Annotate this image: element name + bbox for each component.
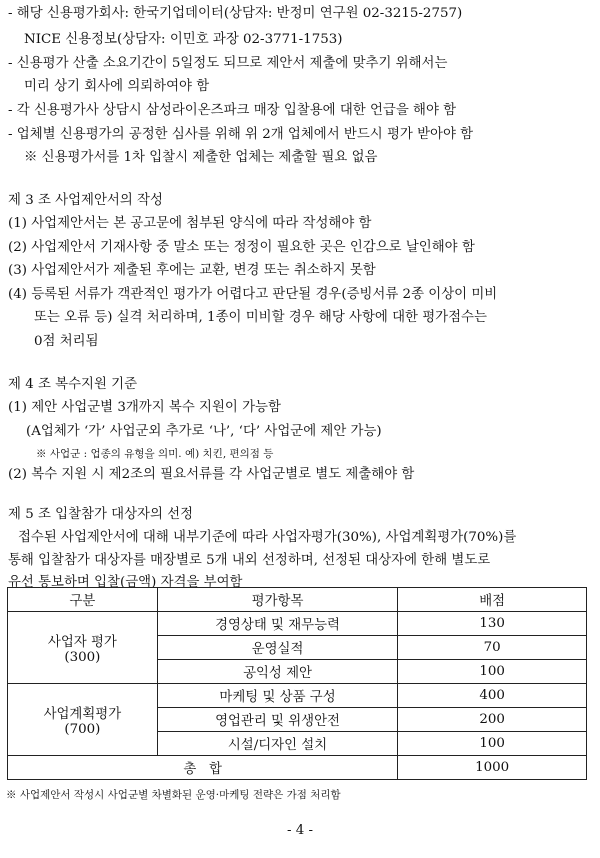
bullet-line: - 각 신용평가사 상담시 삼성라이온즈파크 매장 입찰용에 대한 언급을 해야 함: [8, 103, 457, 118]
table-footnote: ※ 사업제안서 작성시 사업군별 차별화된 운영·마케팅 전략은 가점 처리함: [6, 789, 341, 801]
group-name: 사업계획평가: [43, 706, 122, 722]
group-cell-plan: [8, 684, 158, 756]
item-cell: 운영실적: [157, 636, 398, 660]
credit-agency-line: - 해당 신용평가회사: 한국기업데이터(상담자: 반정미 연구원 02-3215-2757): [8, 6, 463, 21]
list-item-cont: (A업체가 ‘가’ 사업군외 추가로 ‘나’, ‘다’ 사업군에 제안 가능): [26, 424, 382, 439]
table-row: [8, 612, 587, 636]
item-cell: 마케팅 및 상품 구성: [157, 684, 398, 708]
table-row: [8, 684, 587, 708]
list-item-cont: 0점 처리됨: [34, 334, 99, 349]
list-item-cont: 또는 오류 등) 실격 처리하며, 1종이 미비할 경우 해당 사항에 대한 평가점수는: [34, 310, 487, 325]
score-cell: 70: [398, 636, 587, 660]
section-heading-3: 제 3 조 사업제안서의 작성: [8, 193, 163, 208]
header-item: 평가항목: [157, 588, 398, 612]
page-number: - 4 -: [286, 823, 314, 838]
credit-agency-line-2: NICE 신용정보(상담자: 이민호 과장 02-3771-1753): [24, 32, 343, 47]
item-cell: 영업관리 및 위생안전: [157, 708, 398, 732]
list-item: (1) 제안 사업군별 3개까지 복수 지원이 가능함: [8, 400, 281, 415]
header-score: 배점: [398, 588, 587, 612]
group-total: (700): [64, 721, 101, 737]
item-cell: 시설/디자인 설치: [157, 732, 398, 756]
score-cell: 200: [398, 708, 587, 732]
score-cell: 400: [398, 684, 587, 708]
group-name: 사업자 평가: [47, 634, 117, 650]
list-item: (2) 복수 지원 시 제2조의 필요서류를 각 사업군별로 별도 제출해야 함: [8, 467, 415, 482]
paragraph-line: 접수된 사업제안서에 대해 내부기준에 따라 사업자평가(30%), 사업계획평가(70%)를: [18, 530, 517, 545]
header-category: 구분: [8, 588, 158, 612]
section-heading-4: 제 4 조 복수지원 기준: [8, 377, 138, 392]
sum-value: 1000: [398, 756, 587, 780]
score-cell: 100: [398, 660, 587, 684]
bullet-line: - 신용평가 산출 소요기간이 5일정도 되므로 제안서 제출에 맞추기 위해서는: [8, 56, 448, 71]
small-note: ※ 사업군 : 업종의 유형을 의미. 예) 치킨, 편의점 등: [36, 448, 274, 460]
score-cell: 130: [398, 612, 587, 636]
list-item: (4) 등록된 서류가 객관적인 평가가 어렵다고 판단될 경우(증빙서류 2종 이상이 미비: [8, 287, 498, 302]
table-header-row: [8, 588, 587, 612]
table-total-row: [8, 756, 587, 780]
note-line: ※ 신용평가서를 1차 입찰시 제출한 업체는 제출할 필요 없음: [24, 150, 378, 165]
list-item: (3) 사업제안서가 제출된 후에는 교환, 변경 또는 취소하지 못함: [8, 263, 376, 278]
item-cell: 경영상태 및 재무능력: [157, 612, 398, 636]
item-cell: 공익성 제안: [157, 660, 398, 684]
group-total: (300): [64, 649, 101, 665]
section-heading-5: 제 5 조 입찰참가 대상자의 선정: [8, 507, 194, 522]
sum-label: 총 합: [8, 756, 398, 780]
bullet-line: - 업체별 신용평가의 공정한 심사를 위해 위 2개 업체에서 반드시 평가 받아야 함: [8, 127, 474, 142]
paragraph-line: 통해 입찰참가 대상자를 매장별로 5개 내외 선정하며, 선정된 대상자에 한해 별도로: [8, 553, 491, 568]
evaluation-table: [7, 587, 587, 780]
score-cell: 100: [398, 732, 587, 756]
paragraph-line: 유선 통보하며 입찰(금액) 자격을 부여함: [8, 575, 243, 590]
list-item: (2) 사업제안서 기재사항 중 말소 또는 정정이 필요한 곳은 인감으로 날인해야 함: [8, 240, 475, 255]
bullet-line-cont: 미리 상기 회사에 의뢰하여야 함: [24, 79, 210, 94]
list-item: (1) 사업제안서는 본 공고문에 첨부된 양식에 따라 작성해야 함: [8, 216, 372, 231]
group-cell-business: [8, 612, 158, 684]
